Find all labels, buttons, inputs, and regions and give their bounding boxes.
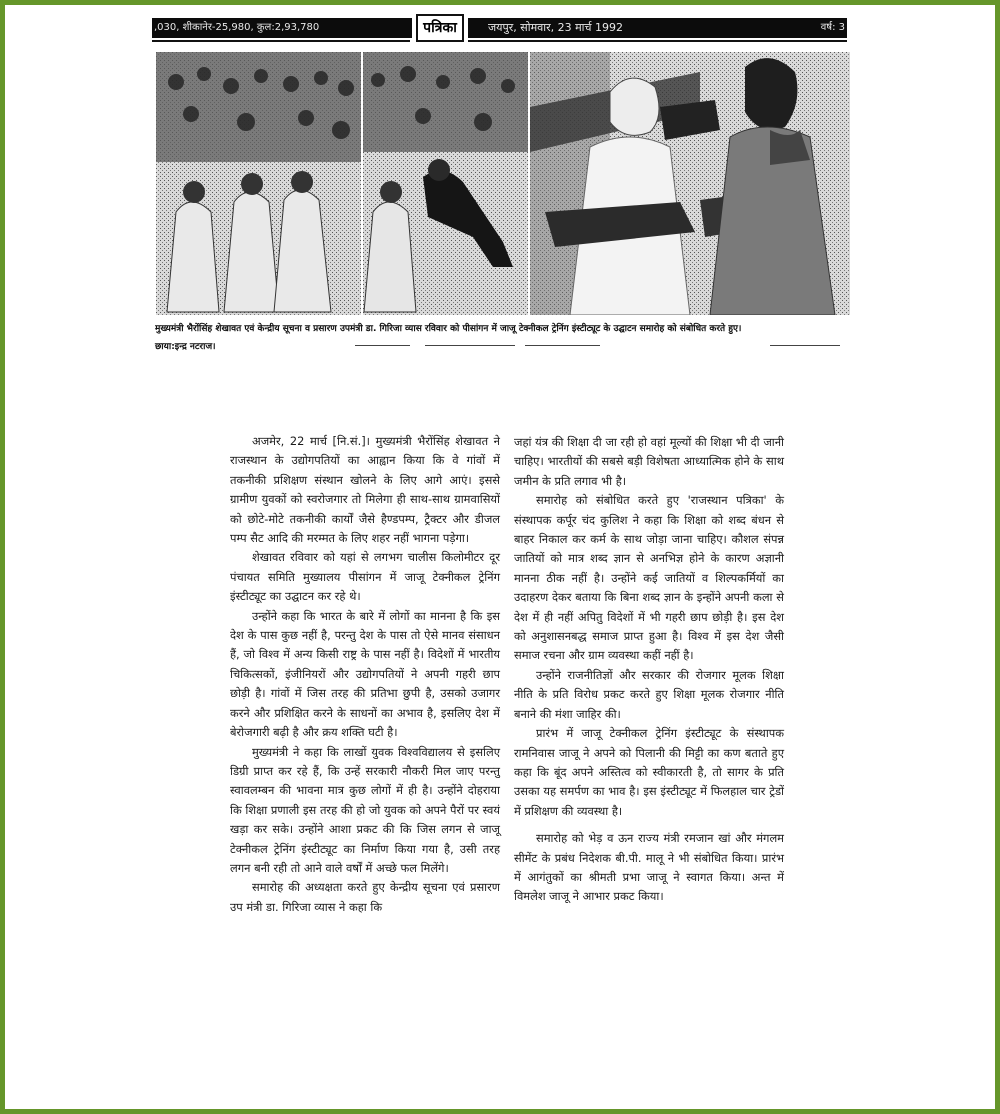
dateline-strip <box>468 18 847 38</box>
decorative-rule <box>425 345 515 346</box>
article-paragraph: उन्होंने राजनीतिज्ञों और सरकार की रोजगार मूलक शिक्षा नीति के प्रति विरोध प्रकट करते हुए शिक्षा मूलक रोजगार नीति बनाने की मंशा जाहिर की। <box>514 667 784 721</box>
article-column-1 <box>230 432 500 917</box>
photo-audience-right <box>363 52 528 315</box>
newspaper-masthead <box>152 17 847 39</box>
decorative-rule <box>770 345 840 346</box>
article-paragraph: समारोह को भेड़ व ऊन राज्य मंत्री रमजान खां और मंगलम सीमेंट के प्रबंध निदेशक बी.पी. मालू ने भी संबोधित किया। प्रारंभ में आगंतुकों का श्रीमती प्रभा जाजू ने स्वागत किया। अन्त में विमलेश जाजू ने आभार प्रकट किया। <box>514 831 784 904</box>
article-paragraph: प्रारंभ में जाजू टेक्नीकल ट्रेनिंग इंस्टीट्यूट के संस्थापक रामनिवास जाजू ने अपने को पिलानी की मिट्टी का कण बताते हुए कहा कि बूंद अपने अस्तित्व को स्वीकारती है, तो सागर के प्रति उसका यह समर्पण का भाव है। इस इंस्टीट्यूट में फिलहाल चार ट्रेडों में प्रशिक्षण की व्यवस्था है। <box>514 726 784 818</box>
photo-caption: मुख्यमंत्री भैरोंसिंह शेखावत एवं केन्द्रीय सूचना व प्रसारण उपमंत्री डा. गिरिजा व्यास रविवार को पीसांगन में जाजू टेक्नीकल ट्रेनिंग इंस्टीट्यूट के उद्घाटन समारोह को संबोधित करते हुए। <box>155 324 742 334</box>
article-paragraph: मुख्यमंत्री ने कहा कि लाखों युवक विश्वविद्यालय से इसलिए डिग्री प्राप्त कर रहे हैं, कि उन्हें सरकारी नौकरी मिल जाए परन्तु स्वावलम्बन की भावना मात्र कुछ लोगों में ही है। उन्होंने दोहराया कि शिक्षा प्रणाली इस तरह की हो जो युवक को अपने पैरों पर स्वयं खड़ा कर सके। उन्होंने आशा प्रकट की कि जिस लगन से जाजू टेक्नीकल ट्रेनिंग इंस्टीट्यूट का निर्माण किया गया है, उसी तरह लगन बनी रही तो आने वाले वर्षों में अच्छे फल मिलेंगे। <box>230 744 500 875</box>
photo-audience-left <box>156 52 361 315</box>
article-paragraph: समारोह को संबोधित करते हुए 'राजस्थान पत्रिका' के संस्थापक कर्पूर चंद कुलिश ने कहा कि शिक्षा को शब्द बंधन से बाहर निकाल कर कर्म के साथ जोड़ा जाना चाहिए। कौशल संपन्न जातियों को मात्र शब्द ज्ञान से अनभिज्ञ होने के कारण अज्ञानी मानना ठीक नहीं है। उन्होंने कई जातियों व शिल्पकर्मियों का उदाहरण देकर बताया कि बिना शब्द ज्ञान के इन्होंने अपनी कला से देश में ही नहीं अपितु विदेशों में भी गहरी छाप छोड़ी है। इस देश को अनुशासनबद्ध समाज प्राप्त हुआ है। विश्व में इस देश जैसी समाज रचना और ग्राम व्यवस्था कहीं नहीं है। <box>514 493 784 663</box>
decorative-rule <box>525 345 600 346</box>
decorative-rule <box>355 345 410 346</box>
masthead-rule <box>152 40 410 42</box>
circulation-strip: ,030, शीकानेर-25,980, कुल:2,93,780 <box>152 18 412 38</box>
masthead-rule <box>468 40 847 42</box>
photo-speakers-podium <box>530 52 850 315</box>
article-paragraph: शेखावत रविवार को यहां से लगभग चालीस किलोमीटर दूर पंचायत समिति मुख्यालय पीसांगन में जाजू टेक्नीकल ट्रेनिंग इंस्टीट्यूट का उद्घाटन कर रहे थे। <box>230 550 500 604</box>
article-paragraph: जहां यंत्र की शिक्षा दी जा रही हो वहां मूल्यों की शिक्षा भी दी जानी चाहिए। भारतीयों की सबसे बड़ी विशेषता आध्यात्मिक होने के साथ जमीन के प्रति लगाव भी है। <box>514 435 784 488</box>
article-column-2 <box>514 433 784 907</box>
article-paragraph: उन्होंने कहा कि भारत के बारे में लोगों का मानना है कि इस देश के पास कुछ नहीं है, परन्तु देश के पास तो ऐसे मानव संसाधन हैं, जो विश्व में अन्य किसी राष्ट्र के पास नहीं है। विदेशों में भारतीय चिकित्सकों, इंजीनियरों और उद्योगपतियों ने अपनी गहरी छाप छोड़ी है। गांवों में जिस तरह की प्रतिभा छुपी है, उसको उजागर करने और प्रशिक्षित करने के साधनों का अभाव है, इसलिए देश में बेरोजगारी बढ़ी है और क्रय शक्ति घटी है। <box>230 608 500 740</box>
article-paragraph: अजमेर, 22 मार्च [नि.सं.]। मुख्यमंत्री भैरोंसिंह शेखावत ने राजस्थान के उद्योगपतियों का आह्वान किया कि वे गांवों में तकनीकी प्रशिक्षण संस्थान खोलने के लिए आगे आएं। इससे ग्रामीण युवकों को स्वरोजगार तो मिलेगा ही साथ-साथ ग्रामवासियों को छोटे-मोटे तकनीकी कार्यों जैसे हैण्डपम्प, ट्रैक्टर और डीजल पम्प सैट आदि की मरम्मत के लिए शहर नहीं भागना पड़ेगा। <box>230 434 500 546</box>
article-paragraph: समारोह की अध्यक्षता करते हुए केन्द्रीय सूचना एवं प्रसारण उप मंत्री डा. गिरिजा व्यास ने कहा कि <box>230 880 500 914</box>
dateline: जयपुर, सोमवार, 23 मार्च 1992 <box>488 21 623 34</box>
paragraph-spacer <box>514 821 784 829</box>
newspaper-logo: पत्रिका <box>416 14 464 42</box>
photo-credit: छाया:इन्द्र नटराज। <box>155 342 216 352</box>
volume-label: वर्ष: 3 <box>820 22 845 33</box>
